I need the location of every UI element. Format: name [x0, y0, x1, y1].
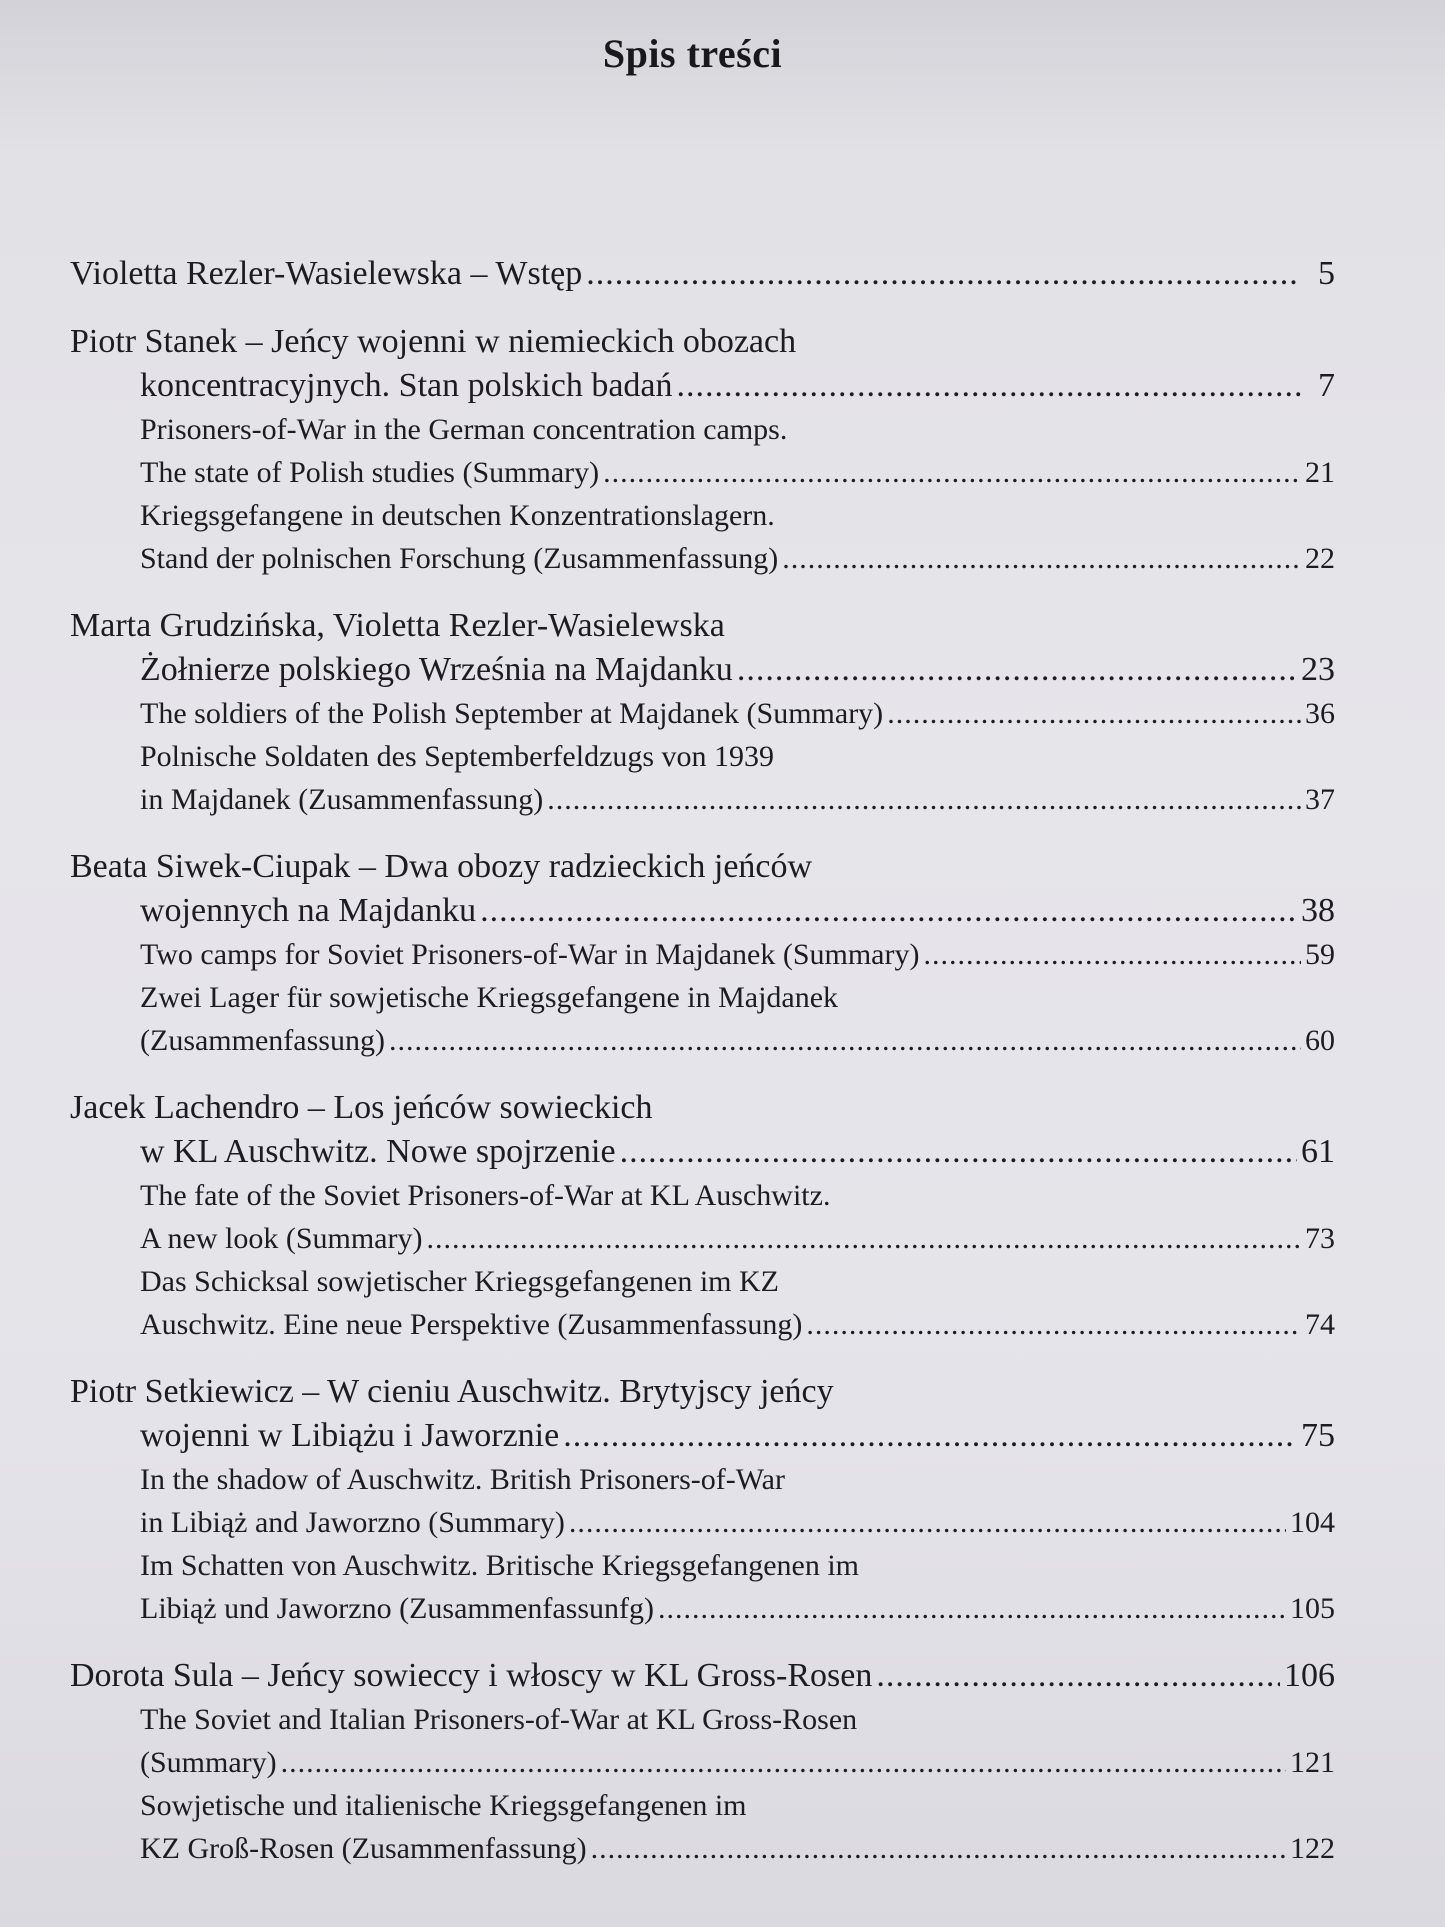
- toc-line: [70, 648, 1335, 692]
- toc-line: [70, 1260, 1335, 1303]
- dot-leader: [389, 1019, 1301, 1062]
- toc-line: [70, 1414, 1335, 1458]
- toc-entry: [70, 1654, 1335, 1870]
- toc-line: [70, 408, 1335, 451]
- dot-leader: [737, 648, 1297, 692]
- page-number: 23: [1301, 651, 1335, 688]
- entry-author-title: Dorota Sula – Jeńcy sowieccy i włoscy w KL Gross-Rosen: [70, 1657, 873, 1694]
- toc-line: [70, 1458, 1335, 1501]
- toc-line: [70, 604, 1335, 648]
- toc-line: [70, 692, 1335, 735]
- summary-title: KZ Groß-Rosen (Zusammenfassung): [140, 1832, 587, 1865]
- toc-line: [70, 1654, 1335, 1698]
- toc-line: [70, 735, 1335, 778]
- page-number: 38: [1301, 892, 1335, 929]
- toc-line: [70, 889, 1335, 933]
- toc-line: [70, 1130, 1335, 1174]
- table-of-contents: [70, 252, 1335, 1894]
- toc-line: [70, 1784, 1335, 1827]
- summary-title: Zwei Lager für sowjetische Kriegsgefangene in Majdanek: [140, 981, 839, 1014]
- toc-line: [70, 845, 1335, 889]
- page-number: 36: [1305, 697, 1335, 730]
- summary-title: The state of Polish studies (Summary): [140, 456, 600, 489]
- dot-leader: [923, 933, 1301, 976]
- summary-title: The fate of the Soviet Prisoners-of-War at KL Auschwitz.: [140, 1179, 831, 1212]
- summary-title: Auschwitz. Eine neue Perspektive (Zusammenfassung): [140, 1308, 803, 1341]
- toc-line: [70, 364, 1335, 408]
- summary-title: in Majdanek (Zusammenfassung): [140, 783, 544, 816]
- page-number: 75: [1301, 1417, 1335, 1454]
- page-number: 61: [1301, 1133, 1335, 1170]
- toc-line: [70, 1370, 1335, 1414]
- page-number: 105: [1290, 1592, 1335, 1625]
- toc-entry: [70, 252, 1335, 296]
- entry-author-title: Marta Grudzińska, Violetta Rezler-Wasielewska: [70, 607, 725, 644]
- page-number: 7: [1318, 367, 1335, 404]
- dot-leader: [603, 451, 1301, 494]
- toc-entry: [70, 1086, 1335, 1346]
- dot-leader: [806, 1303, 1301, 1346]
- dot-leader: [620, 1130, 1297, 1174]
- toc-line: [70, 1544, 1335, 1587]
- toc-line: [70, 1303, 1335, 1346]
- page-number: 37: [1305, 783, 1335, 816]
- page-number: 121: [1290, 1746, 1335, 1779]
- summary-title: Prisoners-of-War in the German concentration camps.: [140, 413, 788, 446]
- toc-line: [70, 320, 1335, 364]
- summary-title: Polnische Soldaten des Septemberfeldzugs von 1939: [140, 740, 775, 773]
- dot-leader: [563, 1414, 1297, 1458]
- dot-leader: [677, 364, 1301, 408]
- summary-title: Sowjetische und italienische Kriegsgefangenen im: [140, 1789, 747, 1822]
- toc-entry: [70, 845, 1335, 1062]
- toc-line: [70, 451, 1335, 494]
- dot-leader: [876, 1654, 1280, 1698]
- toc-entry: [70, 604, 1335, 821]
- toc-line: [70, 1174, 1335, 1217]
- dot-leader: [586, 252, 1301, 296]
- summary-title: (Zusammenfassung): [140, 1024, 385, 1057]
- summary-title: A new look (Summary): [140, 1222, 423, 1255]
- dot-leader: [480, 889, 1297, 933]
- dot-leader: [426, 1217, 1301, 1260]
- toc-line: [70, 933, 1335, 976]
- entry-author-title: Beata Siwek-Ciupak – Dwa obozy radzieckich jeńców: [70, 848, 813, 885]
- page-number: 122: [1290, 1832, 1335, 1865]
- page-number: 74: [1305, 1308, 1335, 1341]
- page-number: 106: [1284, 1657, 1335, 1694]
- summary-title: The soldiers of the Polish September at Majdanek (Summary): [140, 697, 884, 730]
- page-number: 21: [1305, 456, 1335, 489]
- toc-line: [70, 1019, 1335, 1062]
- summary-title: The Soviet and Italian Prisoners-of-War at KL Gross-Rosen: [140, 1703, 858, 1736]
- entry-author-title: Piotr Setkiewicz – W cieniu Auschwitz. Brytyjscy jeńcy: [70, 1373, 834, 1410]
- dot-leader: [569, 1501, 1286, 1544]
- summary-title: Libiąż und Jaworzno (Zusammenfassunfg): [140, 1592, 655, 1625]
- toc-line: [70, 494, 1335, 537]
- entry-title-continuation: w KL Auschwitz. Nowe spojrzenie: [140, 1133, 616, 1170]
- dot-leader: [887, 692, 1301, 735]
- toc-line: [70, 1587, 1335, 1630]
- entry-title-continuation: wojenni w Libiążu i Jaworznie: [140, 1417, 560, 1454]
- toc-line: [70, 1741, 1335, 1784]
- page-number: 104: [1290, 1506, 1335, 1539]
- dot-leader: [658, 1587, 1286, 1630]
- summary-title: Das Schicksal sowjetischer Kriegsgefangenen im KZ: [140, 1265, 779, 1298]
- toc-line: [70, 537, 1335, 580]
- summary-title: Im Schatten von Auschwitz. Britische Kriegsgefangenen im: [140, 1549, 859, 1582]
- page-number: 5: [1318, 255, 1335, 292]
- page-number: 22: [1305, 542, 1335, 575]
- summary-title: Kriegsgefangene in deutschen Konzentrationslagern.: [140, 499, 775, 532]
- toc-line: [70, 1217, 1335, 1260]
- entry-author-title: Jacek Lachendro – Los jeńców sowieckich: [70, 1089, 653, 1126]
- dot-leader: [591, 1827, 1286, 1870]
- summary-title: Two camps for Soviet Prisoners-of-War in Majdanek (Summary): [140, 938, 920, 971]
- toc-line: [70, 252, 1335, 296]
- summary-title: Stand der polnischen Forschung (Zusammenfassung): [140, 542, 779, 575]
- toc-line: [70, 1827, 1335, 1870]
- toc-entry: [70, 320, 1335, 580]
- dot-leader: [281, 1741, 1286, 1784]
- page-title: Spis treści: [602, 31, 783, 76]
- dot-leader: [782, 537, 1301, 580]
- toc-line: [70, 1501, 1335, 1544]
- page-number: 59: [1305, 938, 1335, 971]
- dot-leader: [547, 778, 1301, 821]
- summary-title: In the shadow of Auschwitz. British Prisoners-of-War: [140, 1463, 785, 1496]
- toc-line: [70, 1698, 1335, 1741]
- summary-title: (Summary): [140, 1746, 277, 1779]
- entry-title-continuation: Żołnierze polskiego Września na Majdanku: [140, 651, 733, 688]
- toc-entry: [70, 1370, 1335, 1630]
- entry-title-continuation: wojennych na Majdanku: [140, 892, 477, 929]
- page-number: 60: [1305, 1024, 1335, 1057]
- toc-line: [70, 778, 1335, 821]
- toc-line: [70, 976, 1335, 1019]
- entry-title-continuation: koncentracyjnych. Stan polskich badań: [140, 367, 673, 404]
- entry-author-title: Piotr Stanek – Jeńcy wojenni w niemieckich obozach: [70, 323, 797, 360]
- entry-author-title: Violetta Rezler-Wasielewska – Wstęp: [70, 255, 583, 292]
- toc-line: [70, 1086, 1335, 1130]
- summary-title: in Libiąż and Jaworzno (Summary): [140, 1506, 565, 1539]
- page-number: 73: [1305, 1222, 1335, 1255]
